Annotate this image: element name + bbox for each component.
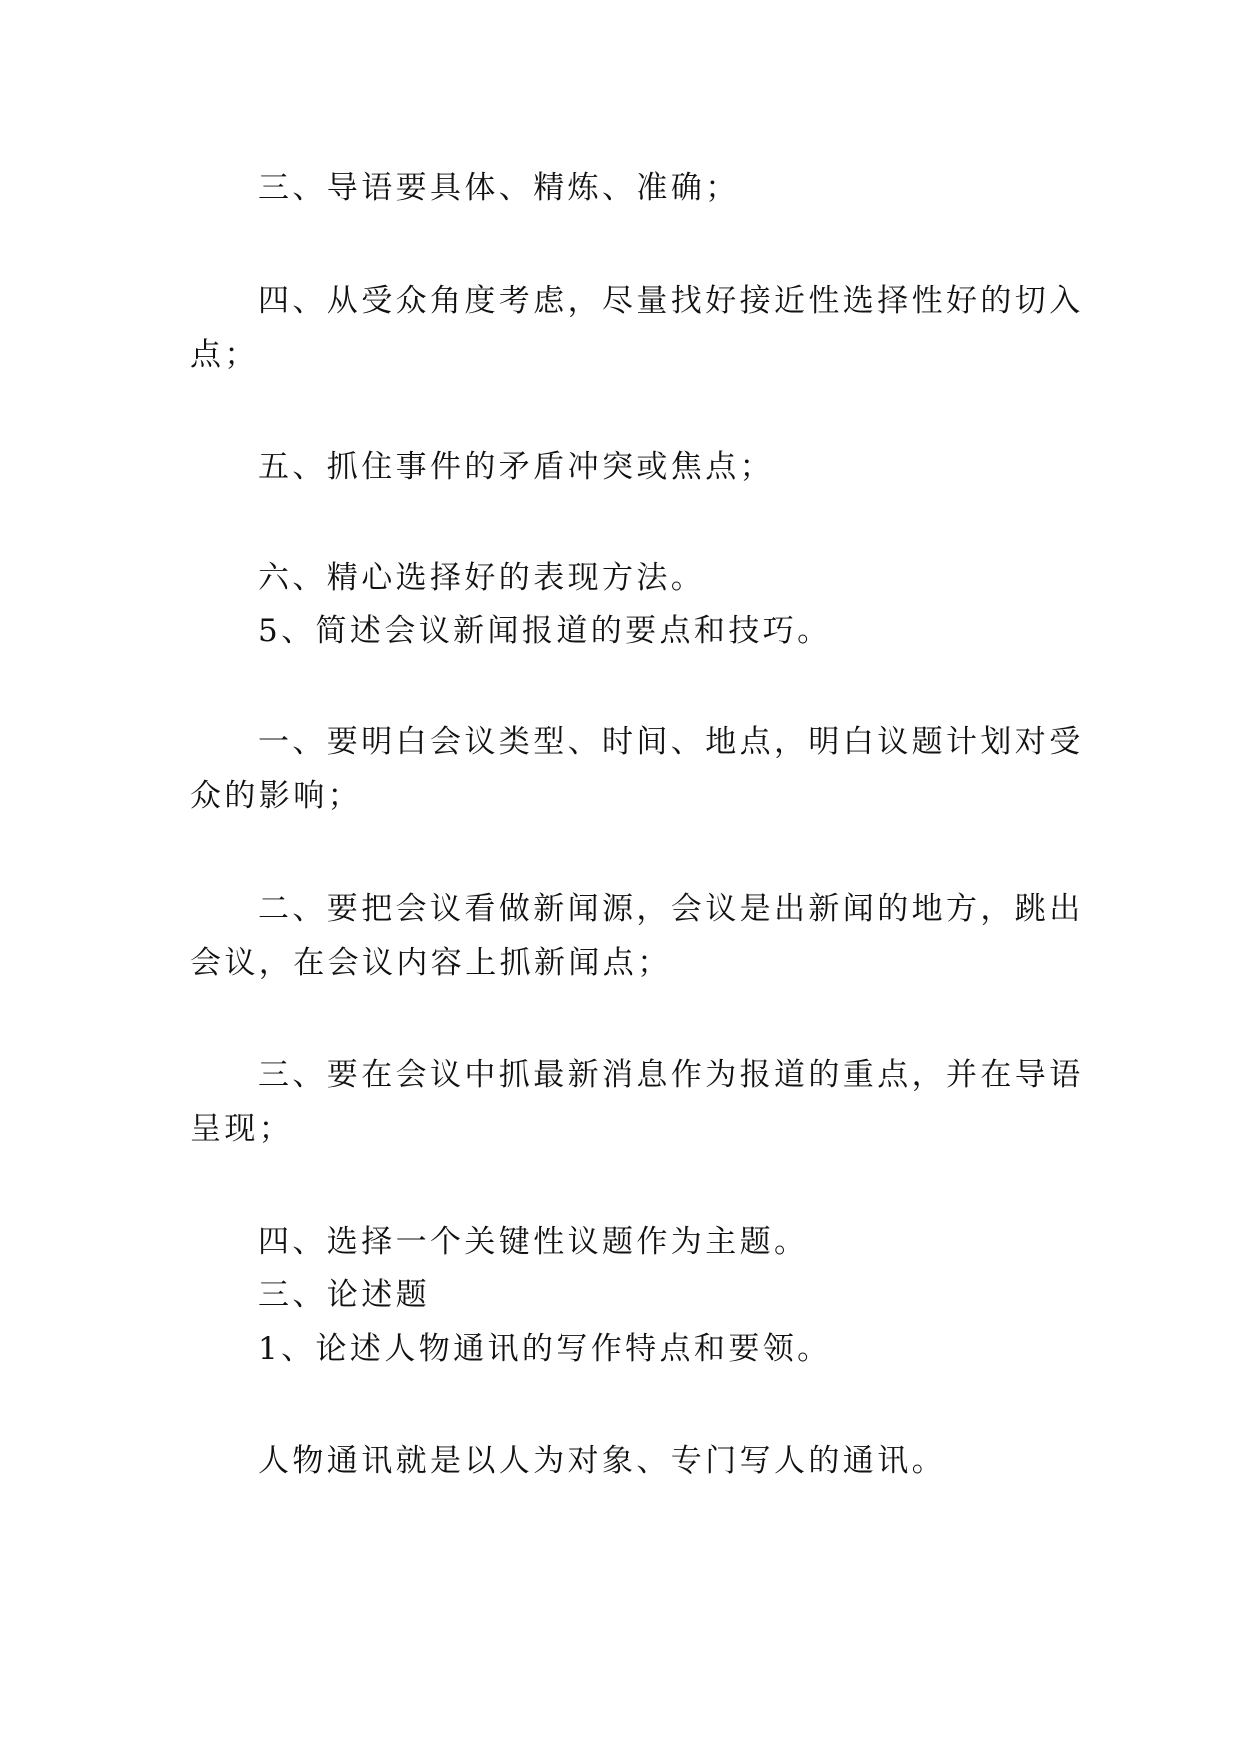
paragraph-meeting-type-cont: 众的影响； [190, 778, 362, 814]
paragraph-news-source: 二、要把会议看做新闻源，会议是出新闻的地方，跳出 [258, 891, 1084, 927]
paragraph-latest-news-cont: 呈现； [190, 1111, 294, 1147]
paragraph-presentation-method: 六、精心选择好的表现方法。 [258, 560, 706, 596]
paragraph-meeting-type: 一、要明白会议类型、时间、地点，明白议题计划对受 [258, 724, 1084, 760]
paragraph-profile-definition: 人物通讯就是以人为对象、专门写人的通讯。 [258, 1443, 946, 1479]
paragraph-latest-news: 三、要在会议中抓最新消息作为报道的重点，并在导语 [258, 1057, 1084, 1093]
paragraph-conflict-focus: 五、抓住事件的矛盾冲突或焦点； [258, 449, 774, 485]
paragraph-news-source-cont: 会议，在会议内容上抓新闻点； [190, 945, 672, 981]
paragraph-audience-angle-cont: 点； [190, 337, 259, 373]
section-essay-heading: 三、论述题 [258, 1277, 430, 1313]
paragraph-key-topic: 四、选择一个关键性议题作为主题。 [258, 1224, 809, 1260]
paragraph-lead-requirements: 三、导语要具体、精炼、准确； [258, 170, 740, 206]
paragraph-audience-angle: 四、从受众角度考虑，尽量找好接近性选择性好的切入 [258, 283, 1084, 319]
question-1-heading: 1、论述人物通讯的写作特点和要领。 [258, 1331, 832, 1367]
question-5-heading: 5、简述会议新闻报道的要点和技巧。 [258, 613, 832, 649]
